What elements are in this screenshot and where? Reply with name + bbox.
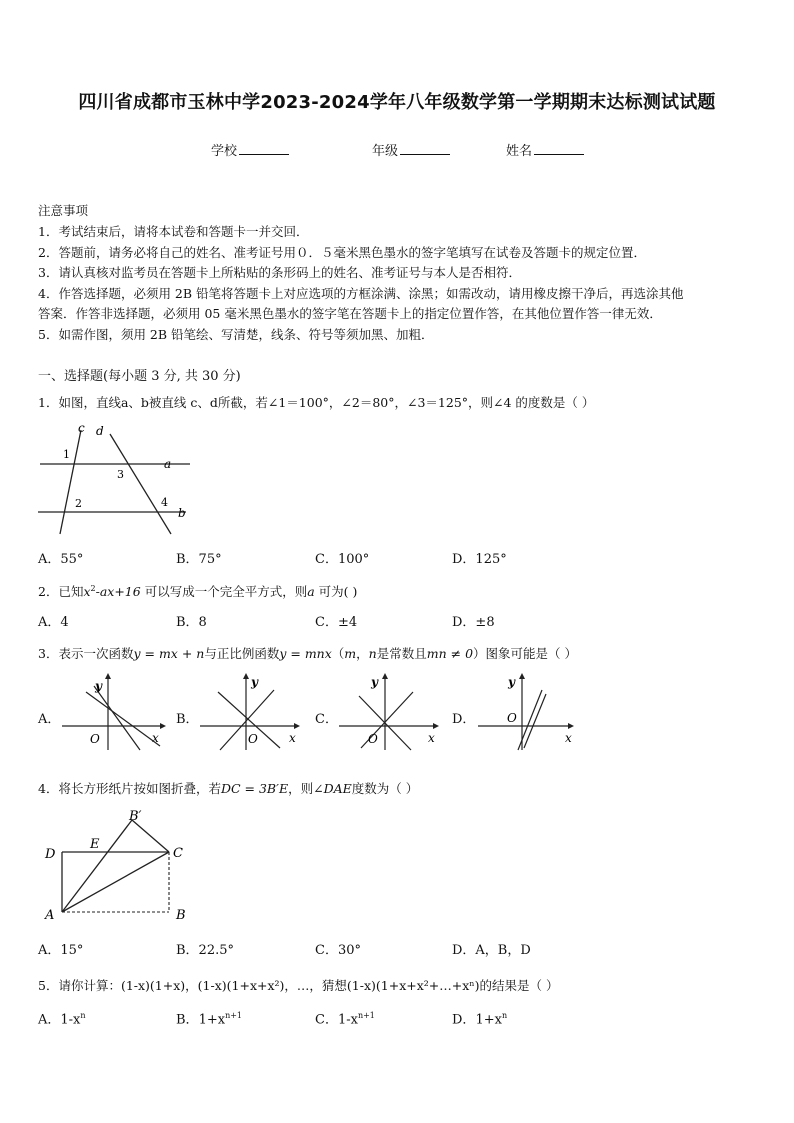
q1-figure bbox=[36, 418, 196, 538]
option-sup: n bbox=[80, 1011, 86, 1020]
q3-graph-c bbox=[337, 670, 447, 752]
q5-option-a bbox=[38, 1012, 86, 1026]
school-field bbox=[211, 140, 289, 159]
q4-pre: 4．将长方形纸片按如图折叠，若 bbox=[38, 781, 221, 796]
option-label: C． bbox=[315, 1012, 338, 1028]
q2-pre: 2．已知 bbox=[38, 584, 84, 600]
name-blank bbox=[534, 142, 584, 155]
point-e-label: E bbox=[90, 837, 100, 852]
q3-graph-a bbox=[60, 670, 170, 752]
q4-post: 度数为（ ） bbox=[351, 781, 419, 796]
option-base: 1-x bbox=[337, 1012, 358, 1028]
school-label: 学校 bbox=[211, 144, 238, 159]
q4-option-d: D．A，B，D bbox=[452, 943, 531, 958]
q3-f1: y = mx + n bbox=[133, 646, 205, 661]
q3-pre: 3．表示一次函数 bbox=[38, 646, 134, 661]
angle-2-label: 2 bbox=[75, 497, 82, 510]
axis-x-label: x bbox=[428, 731, 435, 745]
q4-mid: ，则 bbox=[288, 781, 314, 796]
q3-option-a-label: A． bbox=[38, 712, 61, 727]
q2-stem bbox=[38, 585, 357, 599]
q3-graph-d bbox=[474, 670, 584, 752]
point-d-label: D bbox=[45, 847, 56, 862]
q4-cond: DC = 3B′E bbox=[220, 781, 289, 796]
axis-y-label: y bbox=[251, 675, 258, 689]
option-sup: n bbox=[501, 1011, 508, 1020]
option-label: D． bbox=[452, 1012, 476, 1028]
q4-stem bbox=[38, 783, 418, 796]
q3-cond-expr: mn ≠ 0 bbox=[426, 646, 474, 661]
q3-stem bbox=[38, 648, 577, 661]
q3-post: ）图象可能是（ ） bbox=[473, 646, 578, 661]
axis-x-label: x bbox=[289, 731, 296, 745]
grade-label: 年级 bbox=[372, 144, 399, 159]
q2-option-d: D．±8 bbox=[452, 615, 495, 630]
option-base: 1-x bbox=[60, 1012, 81, 1028]
q2-expr-rest: -ax+16 bbox=[95, 584, 141, 600]
name-field bbox=[506, 140, 584, 159]
point-b-label: B bbox=[176, 908, 186, 923]
q3-mid: 与正比例函数 bbox=[204, 646, 280, 661]
grade-field bbox=[372, 140, 450, 159]
q2-mid: 可以写成一个完全平方式，则 bbox=[140, 584, 308, 600]
axis-x-label: x bbox=[565, 731, 572, 745]
notice-heading: 注意事项 bbox=[38, 203, 89, 218]
section-heading: 一、选择题(每小题 3 分, 共 30 分) bbox=[38, 369, 241, 384]
origin-label: O bbox=[90, 732, 100, 746]
q3-comma: ， bbox=[356, 646, 369, 661]
q2-option-c: C．±4 bbox=[315, 615, 358, 630]
origin-label: O bbox=[507, 711, 517, 725]
point-a-label: A bbox=[45, 908, 55, 923]
line-b-label: b bbox=[178, 506, 186, 520]
q2-var: a bbox=[307, 584, 315, 600]
notice-item: 2．答题前，请务必将自己的姓名、准考证号用０．５毫米黑色墨水的签字笔填写在试卷及答题卡的规定位置． bbox=[38, 245, 646, 260]
origin-label: O bbox=[248, 732, 258, 746]
page-title: 四川省成都市玉林中学2023-2024学年八年级数学第一学期期末达标测试试题 bbox=[78, 92, 716, 113]
q3-cond: 是常数且 bbox=[376, 646, 427, 661]
q3-n: n bbox=[368, 646, 377, 661]
axis-y-label: y bbox=[371, 675, 378, 689]
q3-f2: y = mnx bbox=[279, 646, 332, 661]
axis-y-label: y bbox=[95, 679, 102, 693]
grade-blank bbox=[400, 142, 450, 155]
axis-x-label: x bbox=[152, 731, 159, 745]
q5-option-b bbox=[176, 1012, 242, 1026]
line-a-label: a bbox=[164, 457, 172, 471]
point-bprime-label: B′ bbox=[129, 809, 142, 824]
option-label: A． bbox=[38, 1012, 61, 1028]
notice-item: 1．考试结束后，请将本试卷和答题卡一并交回． bbox=[38, 224, 309, 239]
q3-graph-b bbox=[198, 670, 308, 752]
q3-m: m bbox=[344, 646, 357, 661]
point-c-label: C bbox=[173, 846, 183, 861]
q2-post: 可为( ) bbox=[314, 584, 358, 600]
origin-label: O bbox=[368, 732, 378, 746]
name-label: 姓名 bbox=[506, 144, 533, 159]
q5-option-c bbox=[315, 1012, 375, 1026]
notice-item: 5．如需作图，须用 2B 铅笔绘、写清楚，线条、符号等须加黑、加粗． bbox=[38, 327, 434, 342]
notice-item: 4．作答选择题，必须用 2B 铅笔将答题卡上对应选项的方框涂满、涂黑；如需改动，请用橡皮擦干净后，再选涂其他 bbox=[38, 286, 684, 301]
angle-3-label: 3 bbox=[117, 468, 124, 481]
axis-y-label: y bbox=[508, 675, 515, 689]
q4-option-b: B．22.5° bbox=[176, 943, 234, 958]
q3-option-b-label: B． bbox=[176, 712, 199, 727]
q1-stem: 1．如图，直线a、b被直线 c、d所截，若∠1＝100°，∠2＝80°，∠3＝125°，则∠4 的度数是（ ） bbox=[38, 395, 595, 410]
option-base: 1+x bbox=[475, 1012, 502, 1028]
option-sup: n+1 bbox=[357, 1011, 375, 1020]
q4-angle: ∠DAE bbox=[313, 781, 352, 796]
q1-option-b: B．75° bbox=[176, 552, 222, 567]
q4-option-c: C．30° bbox=[315, 943, 361, 958]
q4-option-a: A．15° bbox=[38, 943, 84, 958]
q2-option-a: A．4 bbox=[38, 615, 69, 630]
school-blank bbox=[239, 142, 289, 155]
angle-1-label: 1 bbox=[63, 448, 70, 461]
line-c-label: c bbox=[78, 421, 85, 435]
option-sup: n+1 bbox=[225, 1011, 243, 1020]
q2-expr-sup: 2 bbox=[90, 584, 96, 593]
q1-option-a: A．55° bbox=[38, 552, 84, 567]
notice-item: 3．请认真核对监考员在答题卡上所粘贴的条形码上的姓名、准考证号与本人是否相符． bbox=[38, 265, 521, 280]
option-base: 1+x bbox=[198, 1012, 226, 1028]
q2-expr-x: x bbox=[83, 584, 91, 600]
q2-option-b: B．8 bbox=[176, 615, 207, 630]
angle-4-label: 4 bbox=[161, 496, 168, 509]
q5-stem: 5．请你计算：(1-x)(1+x)，(1-x)(1+x+x²)，…，猜想(1-x)(1+x+x²+…+xⁿ)的结果是（ ） bbox=[38, 978, 559, 993]
q3-paren: （ bbox=[331, 646, 345, 661]
option-label: B． bbox=[176, 1012, 199, 1028]
q3-option-c-label: C． bbox=[315, 712, 338, 727]
q3-option-d-label: D． bbox=[452, 712, 476, 727]
q4-figure bbox=[38, 806, 198, 924]
notice-item: 答案．作答非选择题，必须用 05 毫米黑色墨水的签字笔在答题卡上的指定位置作答，在其他位置作答一律无效． bbox=[38, 306, 662, 321]
q5-option-d bbox=[452, 1012, 507, 1026]
q1-option-d: D．125° bbox=[452, 552, 507, 567]
q1-option-c: C．100° bbox=[315, 552, 370, 567]
line-d-label: d bbox=[96, 424, 104, 438]
